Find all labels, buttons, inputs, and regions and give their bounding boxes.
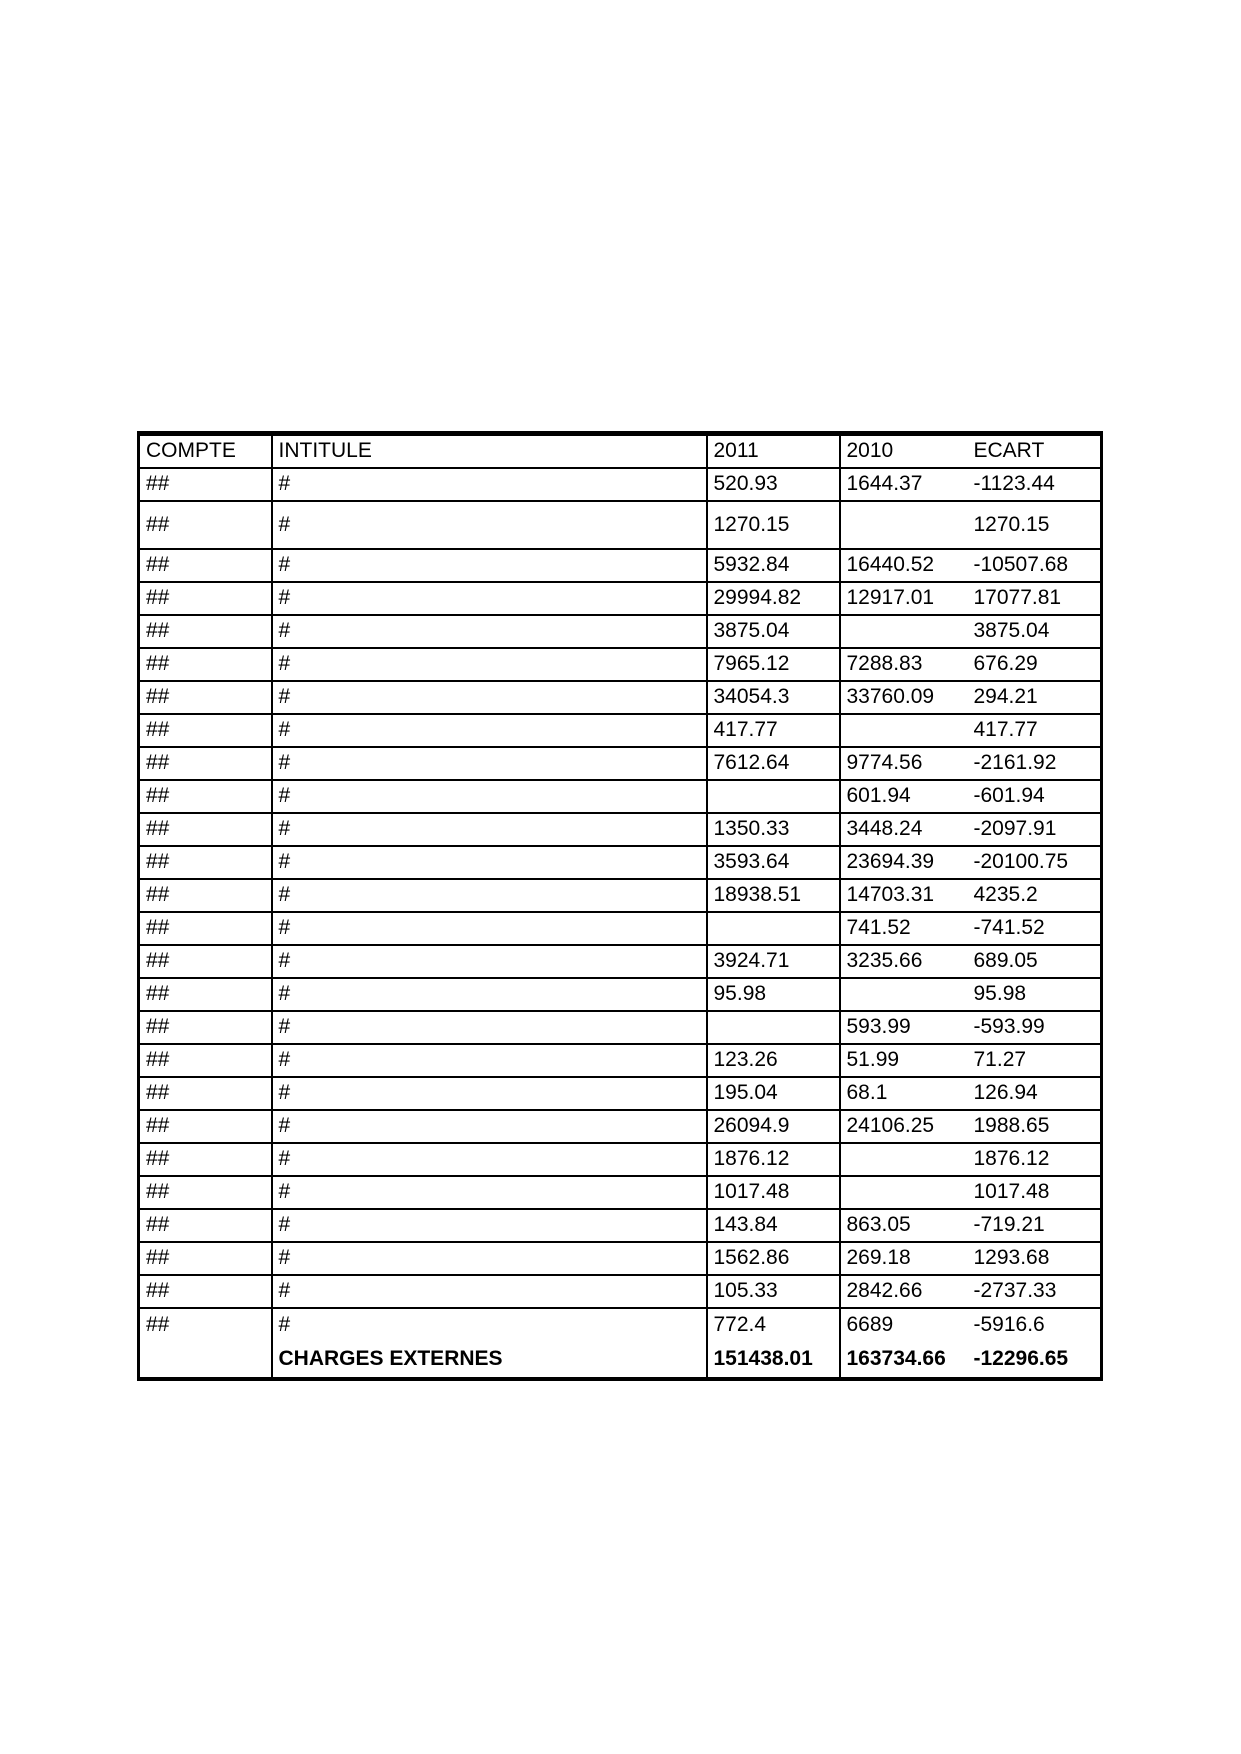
- cell-ecart-value: 417.77: [968, 714, 1102, 747]
- table-row: [139, 846, 1102, 879]
- cell-compte-overflow-marker: ##: [139, 1242, 272, 1275]
- cell-compte-overflow-marker: ##: [139, 648, 272, 681]
- total-cell-ecart: -12296.65: [968, 1341, 1102, 1379]
- cell-compte-overflow-marker: ##: [139, 912, 272, 945]
- cell-2011-value: [707, 780, 840, 813]
- cell-2011-value: 123.26: [707, 1044, 840, 1077]
- cell-2010-value: 2842.66: [840, 1275, 968, 1308]
- cell-compte-overflow-marker: ##: [139, 879, 272, 912]
- cell-2011-value: [707, 912, 840, 945]
- cell-compte-overflow-marker: ##: [139, 978, 272, 1011]
- cell-2010-value: 6689: [840, 1308, 968, 1341]
- cell-compte-overflow-marker: ##: [139, 945, 272, 978]
- cell-compte-overflow-marker: ##: [139, 747, 272, 780]
- total-cell-2011: 151438.01: [707, 1341, 840, 1379]
- cell-intitule-overflow-marker: #: [272, 912, 707, 945]
- table-row: [139, 912, 1102, 945]
- table-row: [139, 1044, 1102, 1077]
- cell-ecart-value: -719.21: [968, 1209, 1102, 1242]
- cell-ecart-value: -2097.91: [968, 813, 1102, 846]
- total-cell-2010: 163734.66: [840, 1341, 968, 1379]
- table-row: [139, 1308, 1102, 1341]
- cell-ecart-value: 294.21: [968, 681, 1102, 714]
- cell-2011-value: 95.98: [707, 978, 840, 1011]
- cell-compte-overflow-marker: ##: [139, 813, 272, 846]
- cell-compte-overflow-marker: ##: [139, 846, 272, 879]
- col-header-ecart: ECART: [968, 434, 1102, 468]
- cell-2010-value: [840, 978, 968, 1011]
- cell-compte-overflow-marker: ##: [139, 714, 272, 747]
- table-row: [139, 1143, 1102, 1176]
- col-header-2011: 2011: [707, 434, 840, 468]
- table-row: [139, 1242, 1102, 1275]
- cell-2011-value: 18938.51: [707, 879, 840, 912]
- cell-ecart-value: 4235.2: [968, 879, 1102, 912]
- cell-2010-value: 593.99: [840, 1011, 968, 1044]
- cell-ecart-value: -593.99: [968, 1011, 1102, 1044]
- cell-2011-value: 143.84: [707, 1209, 840, 1242]
- cell-2011-value: 1017.48: [707, 1176, 840, 1209]
- cell-ecart-value: 71.27: [968, 1044, 1102, 1077]
- cell-2010-value: 14703.31: [840, 879, 968, 912]
- table-row: [139, 501, 1102, 549]
- cell-compte-overflow-marker: ##: [139, 468, 272, 501]
- table-row: [139, 468, 1102, 501]
- cell-ecart-value: -741.52: [968, 912, 1102, 945]
- cell-compte-overflow-marker: ##: [139, 780, 272, 813]
- cell-intitule-overflow-marker: #: [272, 1110, 707, 1143]
- cell-ecart-value: 1293.68: [968, 1242, 1102, 1275]
- cell-2011-value: 1562.86: [707, 1242, 840, 1275]
- cell-2011-value: 105.33: [707, 1275, 840, 1308]
- table-row: [139, 1011, 1102, 1044]
- cell-2010-value: [840, 1143, 968, 1176]
- cell-2010-value: 601.94: [840, 780, 968, 813]
- cell-intitule-overflow-marker: #: [272, 648, 707, 681]
- total-cell-compte: [139, 1341, 272, 1379]
- cell-2011-value: 3875.04: [707, 615, 840, 648]
- cell-intitule-overflow-marker: #: [272, 549, 707, 582]
- cell-intitule-overflow-marker: #: [272, 501, 707, 549]
- cell-intitule-overflow-marker: #: [272, 1242, 707, 1275]
- cell-2011-value: 195.04: [707, 1077, 840, 1110]
- cell-intitule-overflow-marker: #: [272, 1209, 707, 1242]
- cell-intitule-overflow-marker: #: [272, 468, 707, 501]
- cell-compte-overflow-marker: ##: [139, 615, 272, 648]
- cell-2010-value: 3448.24: [840, 813, 968, 846]
- total-cell-intitule: CHARGES EXTERNES: [272, 1341, 707, 1379]
- cell-intitule-overflow-marker: #: [272, 945, 707, 978]
- cell-intitule-overflow-marker: #: [272, 615, 707, 648]
- table-body: [139, 468, 1102, 1379]
- cell-2010-value: [840, 1176, 968, 1209]
- cell-2010-value: 68.1: [840, 1077, 968, 1110]
- table-row: [139, 1077, 1102, 1110]
- table-row: [139, 615, 1102, 648]
- cell-ecart-value: 3875.04: [968, 615, 1102, 648]
- table-row: [139, 1209, 1102, 1242]
- cell-2011-value: 3924.71: [707, 945, 840, 978]
- cell-2010-value: 3235.66: [840, 945, 968, 978]
- cell-ecart-value: -601.94: [968, 780, 1102, 813]
- col-header-2010: 2010: [840, 434, 968, 468]
- cell-2010-value: 16440.52: [840, 549, 968, 582]
- cell-compte-overflow-marker: ##: [139, 681, 272, 714]
- cell-2011-value: 34054.3: [707, 681, 840, 714]
- cell-ecart-value: 1988.65: [968, 1110, 1102, 1143]
- table-row: [139, 879, 1102, 912]
- cell-ecart-value: -10507.68: [968, 549, 1102, 582]
- cell-2010-value: [840, 615, 968, 648]
- cell-2011-value: [707, 1011, 840, 1044]
- cell-ecart-value: 1017.48: [968, 1176, 1102, 1209]
- cell-2010-value: 741.52: [840, 912, 968, 945]
- cell-2011-value: 29994.82: [707, 582, 840, 615]
- header-row: [139, 434, 1102, 468]
- cell-intitule-overflow-marker: #: [272, 780, 707, 813]
- table-row: [139, 813, 1102, 846]
- cell-intitule-overflow-marker: #: [272, 582, 707, 615]
- cell-2010-value: [840, 714, 968, 747]
- cell-2010-value: [840, 501, 968, 549]
- cell-intitule-overflow-marker: #: [272, 1044, 707, 1077]
- cell-2011-value: 7612.64: [707, 747, 840, 780]
- table-row: [139, 1275, 1102, 1308]
- cell-2010-value: 1644.37: [840, 468, 968, 501]
- total-row: [139, 1341, 1102, 1379]
- cell-compte-overflow-marker: ##: [139, 1308, 272, 1341]
- cell-2011-value: 26094.9: [707, 1110, 840, 1143]
- cell-2011-value: 1350.33: [707, 813, 840, 846]
- cell-2010-value: 7288.83: [840, 648, 968, 681]
- cell-ecart-value: -1123.44: [968, 468, 1102, 501]
- cell-intitule-overflow-marker: #: [272, 681, 707, 714]
- cell-2010-value: 269.18: [840, 1242, 968, 1275]
- cell-2011-value: 520.93: [707, 468, 840, 501]
- cell-2011-value: 5932.84: [707, 549, 840, 582]
- cell-ecart-value: 1270.15: [968, 501, 1102, 549]
- cell-compte-overflow-marker: ##: [139, 1143, 272, 1176]
- table-row: [139, 681, 1102, 714]
- cell-ecart-value: 689.05: [968, 945, 1102, 978]
- cell-2010-value: 9774.56: [840, 747, 968, 780]
- table-row: [139, 1110, 1102, 1143]
- cell-ecart-value: 95.98: [968, 978, 1102, 1011]
- cell-intitule-overflow-marker: #: [272, 1077, 707, 1110]
- cell-compte-overflow-marker: ##: [139, 1209, 272, 1242]
- cell-ecart-value: 126.94: [968, 1077, 1102, 1110]
- cell-compte-overflow-marker: ##: [139, 1275, 272, 1308]
- cell-2011-value: 7965.12: [707, 648, 840, 681]
- col-header-compte: COMPTE: [139, 434, 272, 468]
- cell-intitule-overflow-marker: #: [272, 1275, 707, 1308]
- cell-2010-value: 33760.09: [840, 681, 968, 714]
- cell-intitule-overflow-marker: #: [272, 1308, 707, 1341]
- cell-ecart-value: 676.29: [968, 648, 1102, 681]
- cell-2011-value: 1270.15: [707, 501, 840, 549]
- cell-compte-overflow-marker: ##: [139, 1077, 272, 1110]
- cell-intitule-overflow-marker: #: [272, 813, 707, 846]
- table-header: [139, 434, 1102, 468]
- table-row: [139, 648, 1102, 681]
- cell-intitule-overflow-marker: #: [272, 1011, 707, 1044]
- table-row: [139, 945, 1102, 978]
- cell-2011-value: 1876.12: [707, 1143, 840, 1176]
- table-row: [139, 549, 1102, 582]
- cell-ecart-value: -2737.33: [968, 1275, 1102, 1308]
- table-row: [139, 714, 1102, 747]
- col-header-intitule: INTITULE: [272, 434, 707, 468]
- cell-2010-value: 863.05: [840, 1209, 968, 1242]
- table-row: [139, 978, 1102, 1011]
- cell-intitule-overflow-marker: #: [272, 1143, 707, 1176]
- cell-compte-overflow-marker: ##: [139, 501, 272, 549]
- table-row: [139, 780, 1102, 813]
- cell-intitule-overflow-marker: #: [272, 714, 707, 747]
- table-row: [139, 1176, 1102, 1209]
- cell-intitule-overflow-marker: #: [272, 879, 707, 912]
- cell-2010-value: 23694.39: [840, 846, 968, 879]
- cell-compte-overflow-marker: ##: [139, 582, 272, 615]
- cell-2010-value: 24106.25: [840, 1110, 968, 1143]
- cell-intitule-overflow-marker: #: [272, 978, 707, 1011]
- table-row: [139, 582, 1102, 615]
- table-row: [139, 747, 1102, 780]
- cell-2011-value: 772.4: [707, 1308, 840, 1341]
- cell-ecart-value: 1876.12: [968, 1143, 1102, 1176]
- cell-intitule-overflow-marker: #: [272, 747, 707, 780]
- cell-compte-overflow-marker: ##: [139, 1110, 272, 1143]
- cell-compte-overflow-marker: ##: [139, 549, 272, 582]
- cell-intitule-overflow-marker: #: [272, 1176, 707, 1209]
- cell-compte-overflow-marker: ##: [139, 1011, 272, 1044]
- cell-2011-value: 3593.64: [707, 846, 840, 879]
- cell-intitule-overflow-marker: #: [272, 846, 707, 879]
- cell-compte-overflow-marker: ##: [139, 1044, 272, 1077]
- cell-2011-value: 417.77: [707, 714, 840, 747]
- cell-ecart-value: -20100.75: [968, 846, 1102, 879]
- cell-2010-value: 12917.01: [840, 582, 968, 615]
- cell-2010-value: 51.99: [840, 1044, 968, 1077]
- cell-ecart-value: -5916.6: [968, 1308, 1102, 1341]
- cell-ecart-value: 17077.81: [968, 582, 1102, 615]
- charges-externes-table: [137, 431, 1103, 1381]
- cell-ecart-value: -2161.92: [968, 747, 1102, 780]
- cell-compte-overflow-marker: ##: [139, 1176, 272, 1209]
